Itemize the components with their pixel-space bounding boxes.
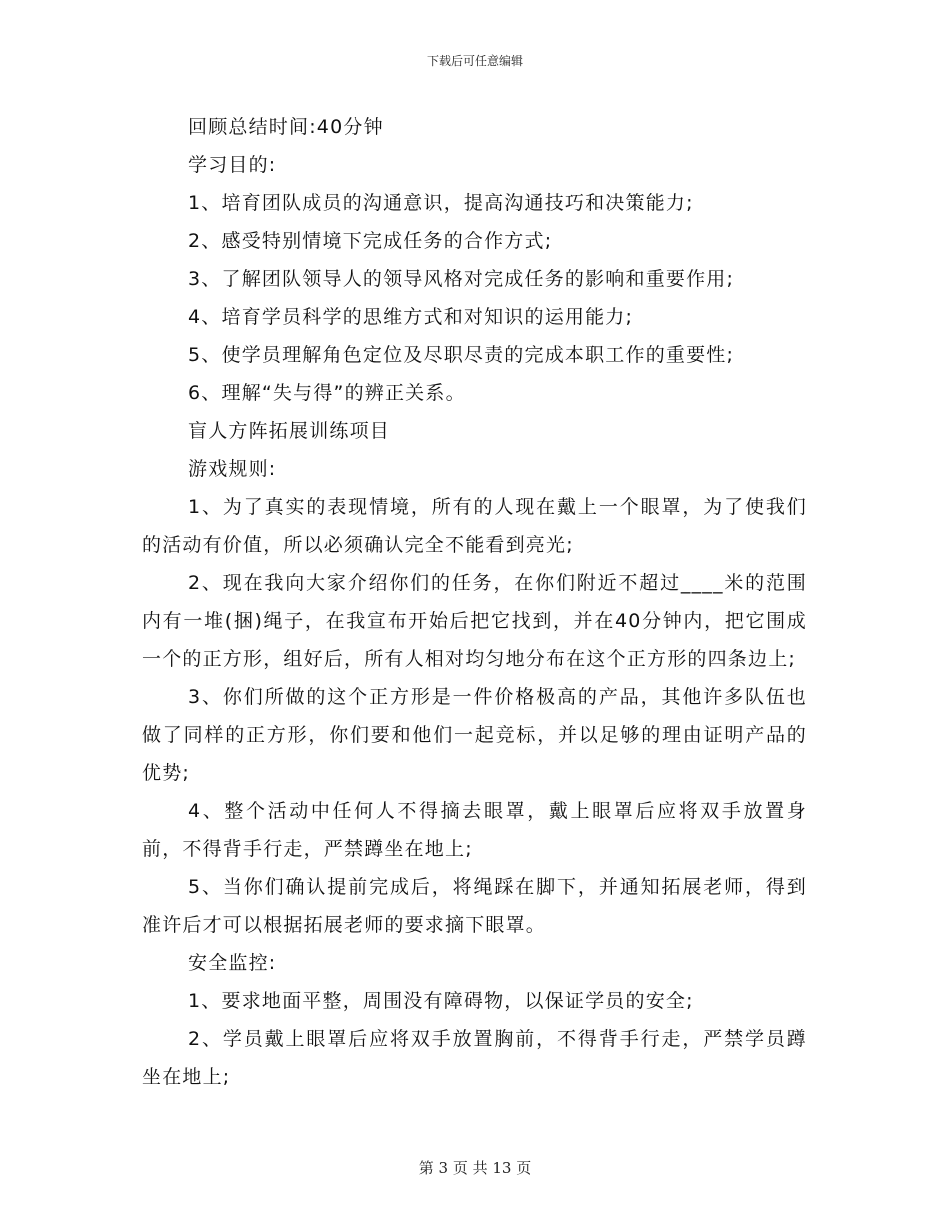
review-time-line: 回顾总结时间:40分钟: [188, 116, 384, 138]
page-header: 下载后可任意编辑: [426, 54, 523, 68]
learning-goals-heading: 学习目的:: [188, 154, 277, 176]
learning-goal-item: 3、了解团队领导人的领导风格对完成任务的影响和重要作用;: [188, 268, 735, 290]
learning-goal-item: 6、理解“失与得”的辨正关系。: [188, 382, 466, 404]
safety-heading: 安全监控:: [188, 952, 277, 974]
project-title: 盲人方阵拓展训练项目: [188, 420, 391, 442]
safety-item: 1、要求地面平整，周围没有障碍物，以保证学员的安全;: [188, 990, 694, 1012]
safety-item: 2、学员戴上眼罩后应将双手放置胸前，不得背手行走，严禁学员蹲坐在地上;: [142, 1028, 807, 1088]
rule-item: 4、整个活动中任何人不得摘去眼罩，戴上眼罩后应将双手放置身前，不得背手行走，严禁蹲坐在地上;: [142, 800, 807, 860]
learning-goal-item: 5、使学员理解角色定位及尽职尽责的完成本职工作的重要性;: [188, 344, 735, 366]
page-footer: 第 3 页 共 13 页: [418, 1159, 532, 1177]
learning-goal-item: 4、培育学员科学的思维方式和对知识的运用能力;: [188, 306, 634, 328]
document-body: [142, 108, 807, 1096]
rule-item: 3、你们所做的这个正方形是一件价格极高的产品，其他许多队伍也做了同样的正方形，你们要和他们一起竞标，并以足够的理由证明产品的优势;: [142, 686, 807, 784]
rule-item: 1、为了真实的表现情境，所有的人现在戴上一个眼罩，为了使我们的活动有价值，所以必须确认完全不能看到亮光;: [142, 496, 807, 556]
rule-item: 5、当你们确认提前完成后，将绳踩在脚下，并通知拓展老师，得到准许后才可以根据拓展老师的要求摘下眼罩。: [142, 876, 807, 936]
rules-heading: 游戏规则:: [188, 458, 277, 480]
learning-goal-item: 1、培育团队成员的沟通意识，提高沟通技巧和决策能力;: [188, 192, 694, 214]
rule-item: 2、现在我向大家介绍你们的任务，在你们附近不超过____米的范围内有一堆(捆)绳子，在我宣布开始后把它找到，并在40分钟内，把它围成一个的正方形，组好后，所有人相对均匀地分布在这个正方形的四条边上;: [142, 572, 807, 670]
learning-goal-item: 2、感受特别情境下完成任务的合作方式;: [188, 230, 553, 252]
